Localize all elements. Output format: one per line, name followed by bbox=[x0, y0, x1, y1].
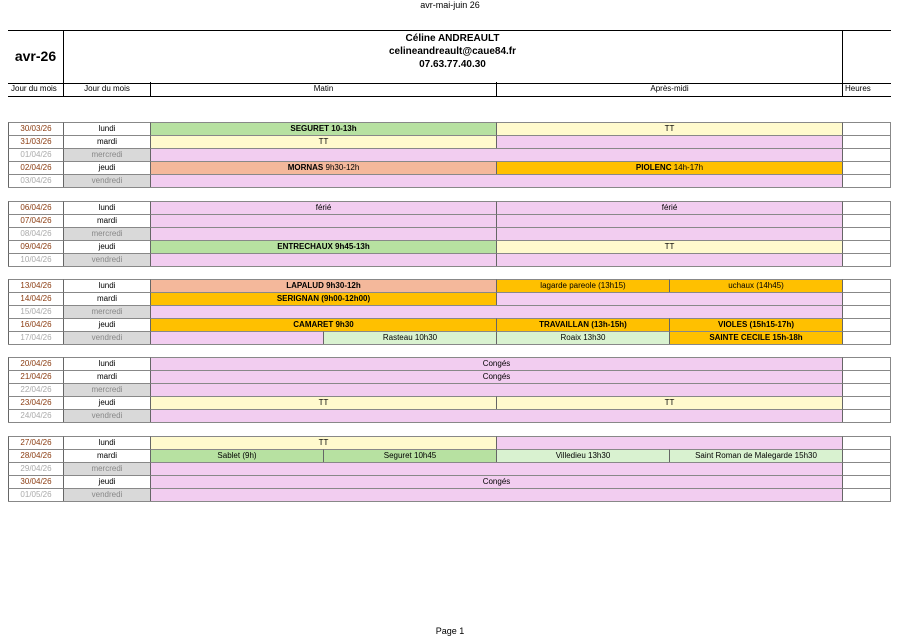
slot-label: uchaux (14h45) bbox=[728, 281, 784, 290]
slot-label: VIOLES (15h15-17h) bbox=[717, 320, 795, 329]
schedule-slot[interactable] bbox=[496, 318, 669, 331]
table-row bbox=[8, 370, 891, 383]
weekday-cell: mardi bbox=[63, 214, 150, 227]
slot-time: 9h30-12h bbox=[323, 163, 360, 172]
table-row bbox=[8, 449, 891, 462]
hours-cell[interactable] bbox=[842, 161, 891, 174]
table-row bbox=[8, 253, 891, 266]
weekday-cell: jeudi bbox=[63, 396, 150, 409]
block-right-border bbox=[890, 122, 891, 187]
schedule-slot[interactable] bbox=[496, 201, 842, 214]
weekday-cell: mardi bbox=[63, 370, 150, 383]
schedule-slot[interactable] bbox=[496, 331, 669, 344]
schedule-slot[interactable] bbox=[496, 449, 669, 462]
week-block bbox=[8, 122, 891, 188]
table-row bbox=[8, 331, 891, 344]
col-header-date: Jour du mois bbox=[11, 84, 57, 93]
schedule-slot[interactable] bbox=[496, 227, 842, 240]
table-row bbox=[8, 462, 891, 475]
schedule-slot[interactable] bbox=[669, 318, 842, 331]
block-bottom-border bbox=[8, 501, 891, 502]
date-cell: 23/04/26 bbox=[8, 396, 63, 409]
schedule-slot[interactable] bbox=[150, 240, 496, 253]
table-row bbox=[8, 240, 891, 253]
hours-cell[interactable] bbox=[842, 292, 891, 305]
weekday-cell: lundi bbox=[63, 122, 150, 135]
schedule-slot[interactable] bbox=[150, 357, 842, 370]
hours-cell[interactable] bbox=[842, 253, 891, 266]
hours-cell[interactable] bbox=[842, 462, 891, 475]
table-row bbox=[8, 227, 891, 240]
slot-label: SEGURET 10-13h bbox=[290, 124, 357, 133]
week-block bbox=[8, 357, 891, 423]
date-cell: 06/04/26 bbox=[8, 201, 63, 214]
block-right-border bbox=[890, 436, 891, 501]
slot-label: Congés bbox=[482, 477, 511, 486]
phone: 07.63.77.40.30 bbox=[419, 59, 486, 70]
date-cell: 10/04/26 bbox=[8, 253, 63, 266]
table-row bbox=[8, 357, 891, 370]
hours-cell[interactable] bbox=[842, 148, 891, 161]
date-cell: 09/04/26 bbox=[8, 240, 63, 253]
week-block bbox=[8, 201, 891, 267]
hours-cell[interactable] bbox=[842, 436, 891, 449]
date-cell: 02/04/26 bbox=[8, 161, 63, 174]
weekday-cell: jeudi bbox=[63, 161, 150, 174]
weekday-cell: mercredi bbox=[63, 305, 150, 318]
weekday-cell: lundi bbox=[63, 436, 150, 449]
hours-cell[interactable] bbox=[842, 122, 891, 135]
slot-label: TT bbox=[318, 438, 329, 447]
slot-label: SAINTE CECILE 15h-18h bbox=[709, 333, 803, 342]
schedule-slot[interactable] bbox=[150, 214, 496, 227]
weekday-cell: vendredi bbox=[63, 174, 150, 187]
weekday-cell: mercredi bbox=[63, 148, 150, 161]
date-cell: 21/04/26 bbox=[8, 370, 63, 383]
slot-label: férié bbox=[315, 203, 332, 212]
month-label: avr-26 bbox=[14, 48, 57, 64]
date-cell: 08/04/26 bbox=[8, 227, 63, 240]
hours-cell[interactable] bbox=[842, 318, 891, 331]
date-cell: 15/04/26 bbox=[8, 305, 63, 318]
date-cell: 07/04/26 bbox=[8, 214, 63, 227]
schedule-slot[interactable] bbox=[496, 240, 842, 253]
weekday-cell: jeudi bbox=[63, 240, 150, 253]
schedule-slot[interactable] bbox=[496, 122, 842, 135]
slot-label: CAMARET 9h30 bbox=[293, 320, 354, 329]
hours-cell[interactable] bbox=[842, 135, 891, 148]
block-bottom-border bbox=[8, 344, 891, 345]
date-cell: 30/03/26 bbox=[8, 122, 63, 135]
schedule-slot[interactable] bbox=[496, 253, 842, 266]
schedule-slot[interactable] bbox=[150, 475, 842, 488]
date-cell: 22/04/26 bbox=[8, 383, 63, 396]
hours-cell[interactable] bbox=[842, 279, 891, 292]
block-bottom-border bbox=[8, 266, 891, 267]
block-right-border bbox=[890, 201, 891, 266]
schedule-slot[interactable] bbox=[150, 292, 496, 305]
slot-label: Congés bbox=[482, 372, 511, 381]
table-row bbox=[8, 305, 891, 318]
hours-cell[interactable] bbox=[842, 409, 891, 422]
schedule-slot[interactable] bbox=[150, 462, 842, 475]
date-cell: 03/04/26 bbox=[8, 174, 63, 187]
weekday-cell: jeudi bbox=[63, 475, 150, 488]
schedule-slot[interactable] bbox=[496, 292, 842, 305]
slot-label: Sablet (9h) bbox=[217, 451, 257, 460]
page-footer: Page 1 bbox=[435, 626, 465, 636]
schedule-slot[interactable] bbox=[323, 331, 496, 344]
table-row bbox=[8, 279, 891, 292]
slot-label: SERIGNAN (9h00-12h00) bbox=[276, 294, 371, 303]
schedule-slot[interactable] bbox=[150, 370, 842, 383]
email[interactable]: celineandreault@caue84.fr bbox=[388, 46, 517, 57]
schedule-slot[interactable] bbox=[150, 331, 323, 344]
date-cell: 27/04/26 bbox=[8, 436, 63, 449]
slot-label: LAPALUD 9h30-12h bbox=[286, 281, 361, 290]
date-cell: 01/05/26 bbox=[8, 488, 63, 501]
date-cell: 01/04/26 bbox=[8, 148, 63, 161]
table-row bbox=[8, 475, 891, 488]
slot-time: 14h-17h bbox=[671, 163, 704, 172]
col-header-hours: Heures bbox=[842, 82, 891, 96]
hours-cell[interactable] bbox=[842, 357, 891, 370]
date-cell: 24/04/26 bbox=[8, 409, 63, 422]
schedule-slot[interactable] bbox=[150, 122, 496, 135]
hours-cell[interactable] bbox=[842, 383, 891, 396]
slot-label: MORNAS bbox=[287, 163, 324, 172]
slot-label: Saint Roman de Malegarde 15h30 bbox=[695, 451, 817, 460]
column-header-row bbox=[8, 82, 891, 97]
weekday-cell: lundi bbox=[63, 357, 150, 370]
slot-label: TT bbox=[318, 137, 329, 146]
date-cell: 13/04/26 bbox=[8, 279, 63, 292]
header-divider bbox=[842, 30, 843, 82]
date-cell: 29/04/26 bbox=[8, 462, 63, 475]
weekday-cell: mardi bbox=[63, 449, 150, 462]
table-row bbox=[8, 409, 891, 422]
hours-cell[interactable] bbox=[842, 396, 891, 409]
slot-label: TRAVAILLAN (13h-15h) bbox=[539, 320, 627, 329]
table-row bbox=[8, 122, 891, 135]
schedule-slot[interactable] bbox=[496, 436, 842, 449]
hours-cell[interactable] bbox=[842, 240, 891, 253]
week-block bbox=[8, 279, 891, 345]
weekday-cell: mercredi bbox=[63, 383, 150, 396]
hours-cell[interactable] bbox=[842, 201, 891, 214]
table-row bbox=[8, 396, 891, 409]
weekday-cell: lundi bbox=[63, 279, 150, 292]
table-row bbox=[8, 292, 891, 305]
slot-label: Seguret 10h45 bbox=[383, 451, 437, 460]
col-header-day: Jour du mois bbox=[63, 82, 150, 96]
schedule-slot[interactable] bbox=[150, 318, 496, 331]
date-cell: 28/04/26 bbox=[8, 449, 63, 462]
col-header-afternoon: Après-midi bbox=[496, 82, 842, 96]
slot-label: férié bbox=[661, 203, 678, 212]
schedule-slot[interactable] bbox=[150, 227, 496, 240]
hours-cell[interactable] bbox=[842, 214, 891, 227]
hours-cell[interactable] bbox=[842, 488, 891, 501]
contact-block bbox=[63, 32, 842, 71]
weekday-cell: mardi bbox=[63, 292, 150, 305]
slot-label: Roaix 13h30 bbox=[560, 333, 606, 342]
table-row bbox=[8, 383, 891, 396]
slot-label: Congés bbox=[482, 359, 511, 368]
schedule-slot[interactable] bbox=[496, 214, 842, 227]
block-right-border bbox=[890, 357, 891, 422]
hours-cell[interactable] bbox=[842, 449, 891, 462]
schedule-slot[interactable] bbox=[496, 161, 842, 174]
table-row bbox=[8, 135, 891, 148]
schedule-slot[interactable] bbox=[150, 396, 496, 409]
schedule-slot[interactable] bbox=[669, 279, 842, 292]
hours-cell[interactable] bbox=[842, 305, 891, 318]
slot-label: Villedieu 13h30 bbox=[555, 451, 611, 460]
schedule-slot[interactable] bbox=[150, 409, 842, 422]
slot-label: TT bbox=[664, 124, 675, 133]
date-cell: 30/04/26 bbox=[8, 475, 63, 488]
table-row bbox=[8, 436, 891, 449]
schedule-slot[interactable] bbox=[150, 488, 842, 501]
weekday-cell: vendredi bbox=[63, 409, 150, 422]
hours-cell[interactable] bbox=[842, 475, 891, 488]
schedule-slot[interactable] bbox=[669, 331, 842, 344]
date-cell: 16/04/26 bbox=[8, 318, 63, 331]
schedule-slot[interactable] bbox=[150, 436, 496, 449]
week-block bbox=[8, 436, 891, 502]
table-row bbox=[8, 488, 891, 501]
slot-label: TT bbox=[664, 242, 675, 251]
weekday-cell: mardi bbox=[63, 135, 150, 148]
schedule-slot[interactable] bbox=[150, 279, 496, 292]
block-bottom-border bbox=[8, 187, 891, 188]
table-row bbox=[8, 148, 891, 161]
schedule-slot[interactable] bbox=[150, 174, 842, 187]
schedule-slot[interactable] bbox=[669, 449, 842, 462]
schedule-slot[interactable] bbox=[150, 201, 496, 214]
schedule-slot[interactable] bbox=[150, 305, 842, 318]
table-row bbox=[8, 174, 891, 187]
block-right-border bbox=[890, 279, 891, 344]
weekday-cell: mercredi bbox=[63, 462, 150, 475]
table-row bbox=[8, 214, 891, 227]
schedule-slot[interactable] bbox=[496, 396, 842, 409]
slot-label: ENTRECHAUX 9h45-13h bbox=[277, 242, 370, 251]
slot-label: PIOLENC bbox=[635, 163, 672, 172]
weekday-cell: vendredi bbox=[63, 253, 150, 266]
document-title: avr-mai-juin 26 bbox=[420, 0, 480, 10]
slot-label: TT bbox=[664, 398, 675, 407]
date-cell: 31/03/26 bbox=[8, 135, 63, 148]
table-row bbox=[8, 161, 891, 174]
schedule-slot[interactable] bbox=[150, 135, 496, 148]
slot-label: Rasteau 10h30 bbox=[382, 333, 438, 342]
weekday-cell: lundi bbox=[63, 201, 150, 214]
table-row bbox=[8, 201, 891, 214]
table-row bbox=[8, 318, 891, 331]
block-bottom-border bbox=[8, 422, 891, 423]
slot-label: lagarde pareole (13h15) bbox=[540, 281, 626, 290]
hours-cell[interactable] bbox=[842, 174, 891, 187]
col-header-morning: Matin bbox=[150, 82, 496, 96]
date-cell: 14/04/26 bbox=[8, 292, 63, 305]
schedule-slot[interactable] bbox=[496, 135, 842, 148]
schedule-slot[interactable] bbox=[323, 449, 496, 462]
schedule-slot[interactable] bbox=[150, 161, 496, 174]
hours-cell[interactable] bbox=[842, 331, 891, 344]
weekday-cell: mercredi bbox=[63, 227, 150, 240]
schedule-slot[interactable] bbox=[496, 279, 669, 292]
hours-cell[interactable] bbox=[842, 227, 891, 240]
schedule-slot[interactable] bbox=[150, 383, 842, 396]
weekday-cell: vendredi bbox=[63, 488, 150, 501]
hours-cell[interactable] bbox=[842, 370, 891, 383]
date-cell: 20/04/26 bbox=[8, 357, 63, 370]
schedule-slot[interactable] bbox=[150, 253, 496, 266]
schedule-slot[interactable] bbox=[150, 449, 323, 462]
schedule-slot[interactable] bbox=[150, 148, 842, 161]
slot-label: TT bbox=[318, 398, 329, 407]
person-name: Céline ANDREAULT bbox=[405, 33, 500, 44]
date-cell: 17/04/26 bbox=[8, 331, 63, 344]
weekday-cell: vendredi bbox=[63, 331, 150, 344]
weekday-cell: jeudi bbox=[63, 318, 150, 331]
